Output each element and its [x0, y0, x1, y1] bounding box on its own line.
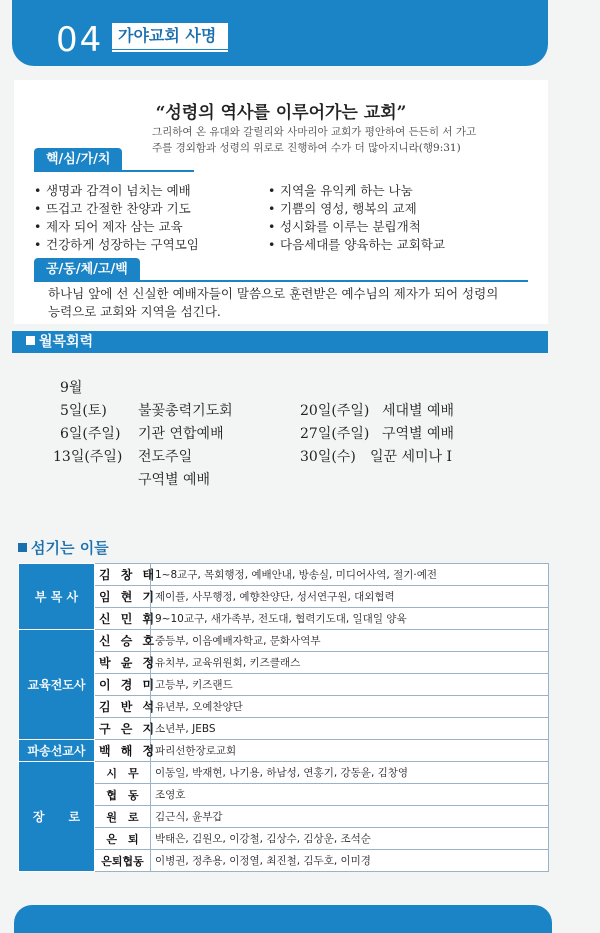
table-row	[19, 608, 549, 630]
section-title: 가야교회 사명	[112, 23, 228, 49]
community-underline	[34, 280, 528, 282]
table-row	[19, 564, 549, 586]
name-cell: 구 은 지	[95, 718, 151, 740]
core-value-item: • 기쁨의 영성, 행복의 교제	[268, 200, 445, 218]
duty-cell: 고등부, 키즈랜드	[151, 674, 549, 696]
verse-line: 주를 경외함과 성령의 위로로 진행하여 수가 더 많아지니라(행9:31)	[152, 142, 461, 154]
table-row	[19, 784, 549, 806]
table-row	[19, 630, 549, 652]
footer-bar	[14, 905, 552, 933]
monthly-title: 월목회력	[39, 334, 94, 350]
schedule-event: 기관 연합예배	[138, 426, 224, 442]
name-cell: 신 민 휘	[95, 608, 151, 630]
mission-panel	[14, 80, 548, 324]
duty-cell: 1~8교구, 목회행정, 예배안내, 방송실, 미디어사역, 절기·예전	[151, 564, 549, 586]
schedule-month: 9월	[60, 380, 83, 396]
schedule-event: 불꽃총력기도회	[138, 403, 233, 419]
core-value-item: • 건강하게 성장하는 구역모임	[34, 236, 199, 254]
name-cell: 김 반 석	[95, 696, 151, 718]
category-cell: 은퇴협동	[95, 850, 151, 872]
staff-table	[18, 563, 549, 872]
members-cell: 조영호	[151, 784, 549, 806]
members-cell: 김근식, 윤부갑	[151, 806, 549, 828]
schedule-event: 일꾼 세미나 Ⅰ	[370, 449, 453, 465]
table-row	[19, 696, 549, 718]
core-value-item: • 지역을 유익케 하는 나눔	[268, 182, 445, 200]
table-row	[19, 718, 549, 740]
scripture-verse	[152, 124, 492, 156]
name-cell: 임 현 기	[95, 586, 151, 608]
square-bullet-icon	[18, 543, 27, 552]
duty-cell: 9~10교구, 새가족부, 전도대, 협력기도대, 일대일 양육	[151, 608, 549, 630]
members-cell: 박태은, 김원오, 이강철, 김상수, 김상운, 조석순	[151, 828, 549, 850]
members-cell: 이동일, 박재현, 나기용, 하남성, 연홍기, 강동윤, 김창영	[151, 762, 549, 784]
schedule-date: 27일(주일)	[300, 426, 370, 442]
name-cell: 박 윤 정	[95, 652, 151, 674]
name-cell: 백 해 정	[95, 740, 151, 762]
schedule-event: 구역별 예배	[138, 472, 211, 488]
schedule-date: 6일(주일)	[60, 426, 121, 442]
staff-title: 섬기는 이들	[31, 539, 109, 557]
schedule-date: 30일(수)	[300, 449, 356, 465]
core-value-item: • 생명과 감격이 넘치는 예배	[34, 182, 199, 200]
category-cell: 원 로	[95, 806, 151, 828]
duty-cell: 유치부, 교육위원회, 키즈클래스	[151, 652, 549, 674]
schedule-date: 13일(주일)	[53, 449, 123, 465]
table-row	[19, 828, 549, 850]
section-number: 04	[56, 20, 104, 60]
core-value-item: • 제자 되어 제자 삼는 교육	[34, 218, 199, 236]
role-cell: 장 로	[19, 762, 95, 872]
community-tag: 공/동/체/고/백	[34, 258, 140, 282]
schedule-event: 전도주일	[138, 449, 193, 465]
role-cell: 교육전도사	[19, 630, 95, 740]
core-values-left	[34, 182, 199, 254]
core-value-item: • 뜨겁고 간절한 찬양과 기도	[34, 200, 199, 218]
duty-cell: 제이플, 사무행정, 예향찬양단, 성서연구원, 대외협력	[151, 586, 549, 608]
table-row	[19, 674, 549, 696]
schedule-event: 구역별 예배	[382, 426, 455, 442]
header-banner	[12, 0, 548, 66]
table-row	[19, 586, 549, 608]
square-bullet-icon	[26, 336, 35, 345]
role-cell: 부 목 사	[19, 564, 95, 630]
core-values-tag: 핵/심/가/치	[34, 148, 122, 172]
category-cell: 은 퇴	[95, 828, 151, 850]
schedule-event: 세대별 예배	[382, 403, 455, 419]
table-row	[19, 652, 549, 674]
duty-cell: 유년부, 오예찬양단	[151, 696, 549, 718]
community-confession	[48, 285, 528, 321]
schedule-date: 20일(주일)	[300, 403, 370, 419]
role-cell: 파송선교사	[19, 740, 95, 762]
schedule-date: 5일(토)	[60, 403, 107, 419]
staff-header	[18, 537, 109, 558]
category-cell: 시 무	[95, 762, 151, 784]
duty-cell: 소년부, JEBS	[151, 718, 549, 740]
monthly-header-bar	[12, 331, 548, 353]
members-cell: 이병권, 정추용, 이정열, 최진철, 김두호, 이미경	[151, 850, 549, 872]
duty-cell: 파리선한장로교회	[151, 740, 549, 762]
monthly-header	[22, 331, 99, 353]
verse-line: 그리하여 온 유대와 갈릴리와 사마리아 교회가 평안하여 든든히 서 가고	[152, 126, 477, 138]
duty-cell: 중등부, 이음예배자학교, 문화사역부	[151, 630, 549, 652]
confession-line: 하나님 앞에 선 신실한 예배자들이 말씀으로 훈련받은 예수님의 제자가 되어 성령의	[48, 286, 499, 301]
core-value-item: • 다음세대를 양육하는 교회학교	[268, 236, 445, 254]
category-cell: 협 동	[95, 784, 151, 806]
name-cell: 김 창 태	[95, 564, 151, 586]
core-values-right	[268, 182, 445, 254]
church-motto: “성령의 역사를 이루어가는 교회”	[155, 103, 407, 123]
table-row	[19, 740, 549, 762]
name-cell: 신 승 호	[95, 630, 151, 652]
table-row	[19, 762, 549, 784]
table-row	[19, 806, 549, 828]
core-value-item: • 성시화를 이루는 분립개척	[268, 218, 445, 236]
table-row	[19, 850, 549, 872]
core-values-underline	[34, 170, 194, 172]
name-cell: 이 경 미	[95, 674, 151, 696]
confession-line: 능력으로 교회와 지역을 섬긴다.	[48, 304, 221, 319]
